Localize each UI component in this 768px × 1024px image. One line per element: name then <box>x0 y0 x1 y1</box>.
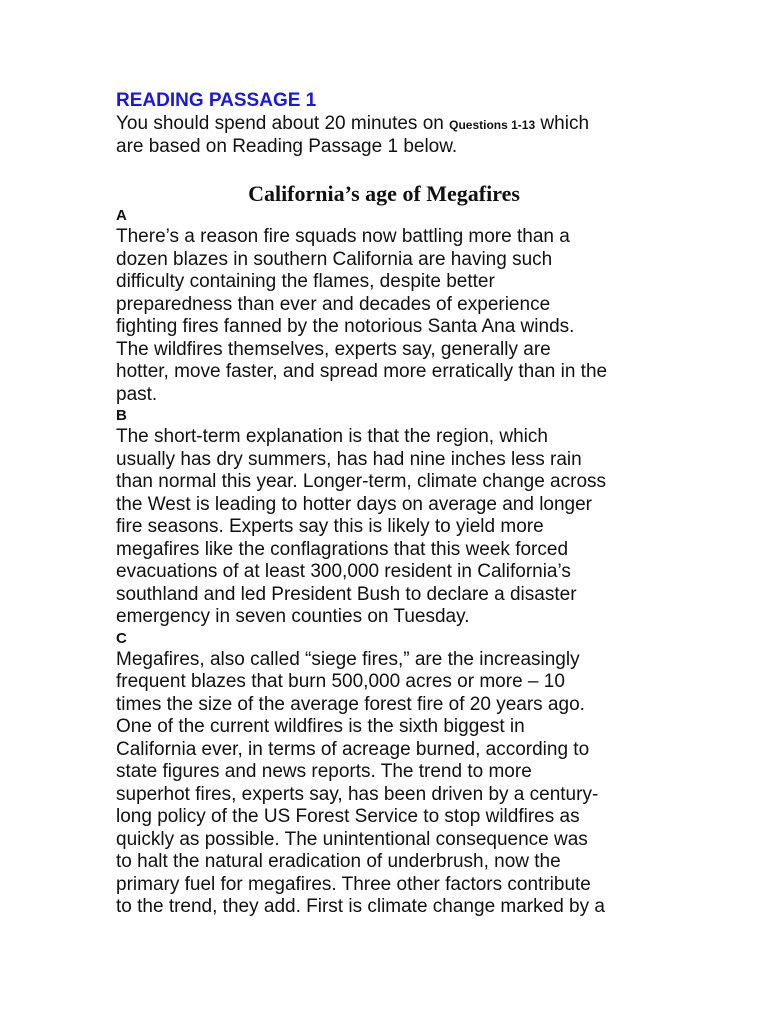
instructions-line2: are based on Reading Passage 1 below. <box>116 136 458 157</box>
text-line: times the size of the average forest fire of 20 years ago. <box>116 693 585 715</box>
text-line: difficulty containing the flames, despite better <box>116 271 495 292</box>
text-line: to the trend, they add. First is climate change marked by a <box>116 896 605 917</box>
article-body <box>116 206 676 919</box>
text-line: superhot fires, experts say, has been driven by a century- <box>116 783 599 805</box>
section-c-text <box>116 649 676 919</box>
text-line: than normal this year. Longer-term, climate change across <box>116 471 607 492</box>
text-line: California ever, in terms of acreage burned, according to <box>116 738 590 760</box>
instructions-lead: You should spend about 20 minutes on <box>116 113 450 134</box>
passage-heading: READING PASSAGE 1 <box>116 90 317 111</box>
text-line: emergency in seven counties on Tuesday. <box>116 606 470 627</box>
text-line: primary fuel for megafires. Three other factors contribute <box>116 873 591 895</box>
text-line: fire seasons. Experts say this is likely to yield more <box>116 516 544 537</box>
section-a-text <box>116 226 676 406</box>
instructions-text <box>116 113 676 158</box>
text-line: frequent blazes that burn 500,000 acres or more – 10 <box>116 671 565 692</box>
text-line: quickly as possible. The unintentional consequence was <box>116 828 588 850</box>
section-b-text <box>116 426 676 629</box>
text-line: southland and led President Bush to declare a disaster <box>116 583 577 605</box>
text-line: state figures and news reports. The trend to more <box>116 761 532 782</box>
section-letter-c: C <box>116 629 127 647</box>
text-line: past. <box>116 383 158 405</box>
section-letter-a: A <box>116 207 127 224</box>
text-line: The short-term explanation is that the region, which <box>116 426 548 447</box>
instructions-line1-end: which <box>535 113 590 134</box>
text-line: One of the current wildfires is the sixth biggest in <box>116 716 525 737</box>
text-line: hotter, move faster, and spread more erratically than in the <box>116 361 608 382</box>
text-line: evacuations of at least 300,000 resident in California’s <box>116 561 571 582</box>
text-line: The wildfires themselves, experts say, generally are <box>116 338 551 360</box>
text-line: There’s a reason fire squads now battling more than a <box>116 226 570 247</box>
text-line: the West is leading to hotter days on average and longer <box>116 493 593 515</box>
text-line: preparedness than ever and decades of experience <box>116 293 551 315</box>
questions-range: Questions 1-13 <box>449 118 536 132</box>
text-line: dozen blazes in southern California are having such <box>116 248 553 270</box>
text-line: fighting fires fanned by the notorious Santa Ana winds. <box>116 316 575 337</box>
text-line: to halt the natural eradication of underbrush, now the <box>116 851 561 872</box>
text-line: long policy of the US Forest Service to stop wildfires as <box>116 806 580 827</box>
text-line: usually has dry summers, has had nine inches less rain <box>116 448 582 470</box>
article-title: California’s age of Megafires <box>248 181 520 206</box>
text-line: megafires like the conflagrations that this week forced <box>116 538 569 560</box>
section-letter-b: B <box>116 407 127 424</box>
text-line: Megafires, also called “siege fires,” are the increasingly <box>116 648 580 670</box>
passage-header <box>116 89 676 158</box>
